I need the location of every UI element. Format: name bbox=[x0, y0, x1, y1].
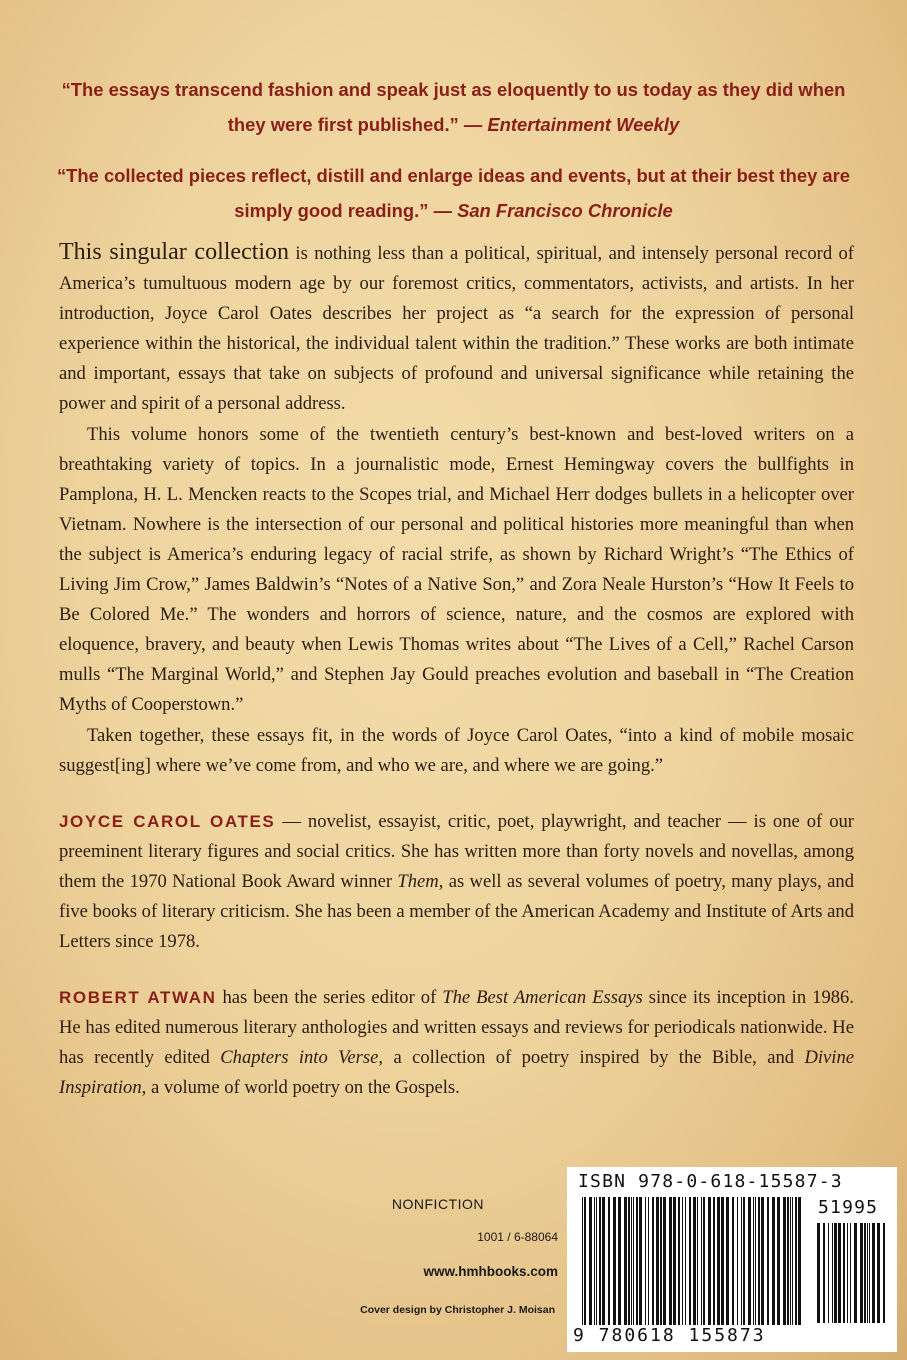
bio-text: , a collection of poetry inspired by the Bible, and bbox=[378, 1047, 805, 1068]
barcode-bar bbox=[758, 1197, 760, 1325]
barcode-bar bbox=[689, 1197, 691, 1325]
barcode-bar bbox=[602, 1197, 605, 1325]
barcode-bar bbox=[872, 1223, 875, 1323]
barcode-bar bbox=[777, 1197, 780, 1325]
barcode-bar bbox=[618, 1197, 621, 1325]
barcode-bar bbox=[685, 1197, 686, 1325]
paragraph-text: is nothing less than a political, spiritual, and intensely personal record of America’s tumultuous modern age by our foremost critics, commentators, activists, and artists. In her introduction, Joyce Carol Oates describes her project as “a search for the expression of personal experience within the historical, the individual talent within the tradition.” These works are both intimate and important, essays that take on subjects of profound and universal significance while retaining the power and spirit of a personal address. bbox=[59, 243, 854, 414]
barcode-bar bbox=[847, 1223, 848, 1323]
barcode-bar bbox=[613, 1197, 616, 1325]
barcode-bar bbox=[867, 1223, 868, 1323]
description-paragraph-2: This volume honors some of the twentieth century’s best-known and best-loved writers on a breathtaking variety of topics. In a journalistic mode, Ernest Hemingway covers the bullfights in Pamplona, H. L. Mencken reacts to the Scopes trial, and Michael Herr dodges bullets in a helicopter over Vietnam. Nowhere is the intersection of our personal and political histories more meaningful than when the subject is America’s enduring legacy of racial strife, as shown by Richard Wright’s “The Ethics of Living Jim Crow,” James Baldwin’s “Notes of a Native Son,” and Zora Neale Hurston’s “How It Feels to Be Colored Me.” The wonders and horrors of science, nature, and the cosmos are explored with eloquence, bravery, and beauty when Lewis Thomas writes about “The Lives of a Cell,” Rachel Carson mulls “The Marginal World,” and Stephen Jay Gould preaches evolution and baseball in “The Creation Myths of Cooperstown.” bbox=[59, 424, 854, 715]
blurb-quote: “The collected pieces reflect, distill and enlarge ideas and events, but at their best they are simply good reading.” bbox=[56, 165, 851, 221]
barcode-bar bbox=[732, 1197, 734, 1325]
barcode-bar bbox=[639, 1197, 642, 1325]
barcode-bar bbox=[599, 1197, 601, 1325]
barcode-bar bbox=[772, 1197, 775, 1325]
barcode-bar bbox=[834, 1223, 837, 1323]
barcode-bar bbox=[823, 1223, 825, 1323]
barcode-bar bbox=[628, 1197, 630, 1325]
barcode-bar bbox=[701, 1197, 702, 1325]
barcode-bar bbox=[753, 1197, 754, 1325]
description-paragraph-3: Taken together, these essays fit, in the words of Joyce Carol Oates, “into a kind of mobile mosaic suggest[ing] where we’ve come from, and who we are, and where we are going.” bbox=[59, 725, 854, 776]
barcode-bar bbox=[795, 1197, 797, 1325]
barcode-bar bbox=[877, 1223, 880, 1323]
publisher-website: www.hmhbooks.com bbox=[423, 1264, 558, 1279]
barcode-bar bbox=[741, 1197, 742, 1325]
barcode-bar bbox=[669, 1197, 672, 1325]
blurb-entertainment-weekly bbox=[50, 72, 857, 142]
barcode-bar bbox=[869, 1223, 870, 1323]
barcode-bar bbox=[682, 1197, 683, 1325]
bio-text: , as well as several volumes of poetry, many plays, and five books of literary criticism. She has been a member of the American Academy and Institute of Arts and Letters since 1978. bbox=[59, 871, 855, 952]
catalog-code: 1001 / 6-88064 bbox=[477, 1230, 558, 1244]
barcode-bar bbox=[636, 1197, 638, 1325]
barcode-bar bbox=[645, 1197, 646, 1325]
barcode-bar bbox=[713, 1197, 715, 1325]
barcode-bar bbox=[656, 1197, 659, 1325]
barcode-bar bbox=[860, 1223, 863, 1323]
ean-barcode-bars bbox=[582, 1197, 804, 1325]
barcode-bar bbox=[631, 1197, 632, 1325]
cover-credit: Cover design by Christopher J. Moisan bbox=[360, 1304, 555, 1316]
review-blurbs bbox=[50, 72, 857, 244]
barcode-bar bbox=[748, 1197, 751, 1325]
bio-robert-atwan bbox=[59, 983, 854, 1103]
barcode-bar bbox=[883, 1223, 885, 1323]
barcode-bar bbox=[660, 1197, 662, 1325]
barcode-bar bbox=[850, 1223, 851, 1323]
barcode-bar bbox=[737, 1197, 738, 1325]
bio-text: since its inception in 1986. He has edited numerous literary anthologies and written essays and reviews for periodicals nationwide. He has recently edited bbox=[59, 987, 854, 1068]
price-code: 51995 bbox=[818, 1197, 879, 1218]
description-body bbox=[59, 237, 854, 1103]
bio-text: — novelist, essayist, critic, poet, playwright, and teacher — is one of our preeminent literary figures and social critics. She has written more than forty novels and novellas, among them the 1970 National Book Award winner bbox=[59, 811, 854, 892]
barcode-bar bbox=[582, 1197, 583, 1325]
book-title: Chapters into Verse bbox=[220, 1047, 379, 1068]
barcode-bar bbox=[584, 1197, 586, 1325]
barcode-bar bbox=[843, 1223, 845, 1323]
barcode-bar bbox=[755, 1197, 756, 1325]
barcode-bar bbox=[864, 1223, 866, 1323]
barcode-bar bbox=[652, 1197, 654, 1325]
barcode-bar bbox=[828, 1223, 829, 1323]
barcode-bar bbox=[678, 1197, 680, 1325]
price-barcode-bars bbox=[817, 1223, 887, 1323]
blurb-quote: “The essays transcend fashion and speak just as eloquently to us today as they did when they were first published.” bbox=[61, 79, 846, 135]
barcode-bar bbox=[767, 1197, 769, 1325]
barcode-bar bbox=[743, 1197, 745, 1325]
barcode-bar bbox=[663, 1197, 666, 1325]
barcode-bar bbox=[726, 1197, 729, 1325]
barcode-bar bbox=[633, 1197, 634, 1325]
barcode-bar bbox=[589, 1197, 592, 1325]
blurb-source: — San Francisco Chronicle bbox=[433, 200, 673, 221]
barcode-bar bbox=[708, 1197, 711, 1325]
barcode-bar bbox=[717, 1197, 720, 1325]
barcode-bar bbox=[832, 1223, 833, 1323]
barcode-bar bbox=[596, 1197, 597, 1325]
ean-number: 9 780618 155873 bbox=[573, 1325, 766, 1346]
editor-name: ROBERT ATWAN bbox=[59, 988, 217, 1007]
barcode-bar bbox=[648, 1197, 649, 1325]
barcode-bar bbox=[624, 1197, 627, 1325]
barcode-bar bbox=[703, 1197, 705, 1325]
barcode-bar bbox=[594, 1197, 595, 1325]
barcode-bar bbox=[693, 1197, 696, 1325]
blurb-source: — Entertainment Weekly bbox=[463, 114, 680, 135]
barcode-bar bbox=[697, 1197, 698, 1325]
bio-text: has been the series editor of bbox=[216, 987, 443, 1008]
barcode-bar bbox=[798, 1197, 801, 1325]
barcode-bar bbox=[608, 1197, 610, 1325]
barcode-bar bbox=[787, 1197, 789, 1325]
book-title: The Best American Essays bbox=[442, 987, 643, 1008]
barcode-bar bbox=[673, 1197, 676, 1325]
barcode-bar bbox=[838, 1223, 841, 1323]
bio-text: , a volume of world poetry on the Gospels. bbox=[141, 1077, 460, 1098]
barcode-bar bbox=[790, 1197, 791, 1325]
author-name: JOYCE CAROL OATES bbox=[59, 812, 276, 831]
barcode-bar bbox=[817, 1223, 820, 1323]
description-paragraph-1 bbox=[59, 237, 854, 419]
barcode-bar bbox=[792, 1197, 793, 1325]
barcode-bar bbox=[721, 1197, 724, 1325]
barcode-bar bbox=[761, 1197, 764, 1325]
book-title: Them bbox=[397, 871, 439, 892]
bio-joyce-carol-oates bbox=[59, 807, 854, 957]
barcode-bar bbox=[854, 1223, 857, 1323]
blurb-sf-chronicle bbox=[50, 158, 857, 228]
book-title: Divine Inspiration bbox=[59, 1047, 854, 1098]
barcode-bar bbox=[783, 1197, 786, 1325]
isbn-barcode bbox=[567, 1167, 897, 1352]
category-label: NONFICTION bbox=[391, 1196, 484, 1212]
isbn-number: ISBN 978-0-618-15587-3 bbox=[578, 1171, 843, 1192]
lead-in: This singular collection bbox=[59, 239, 290, 265]
